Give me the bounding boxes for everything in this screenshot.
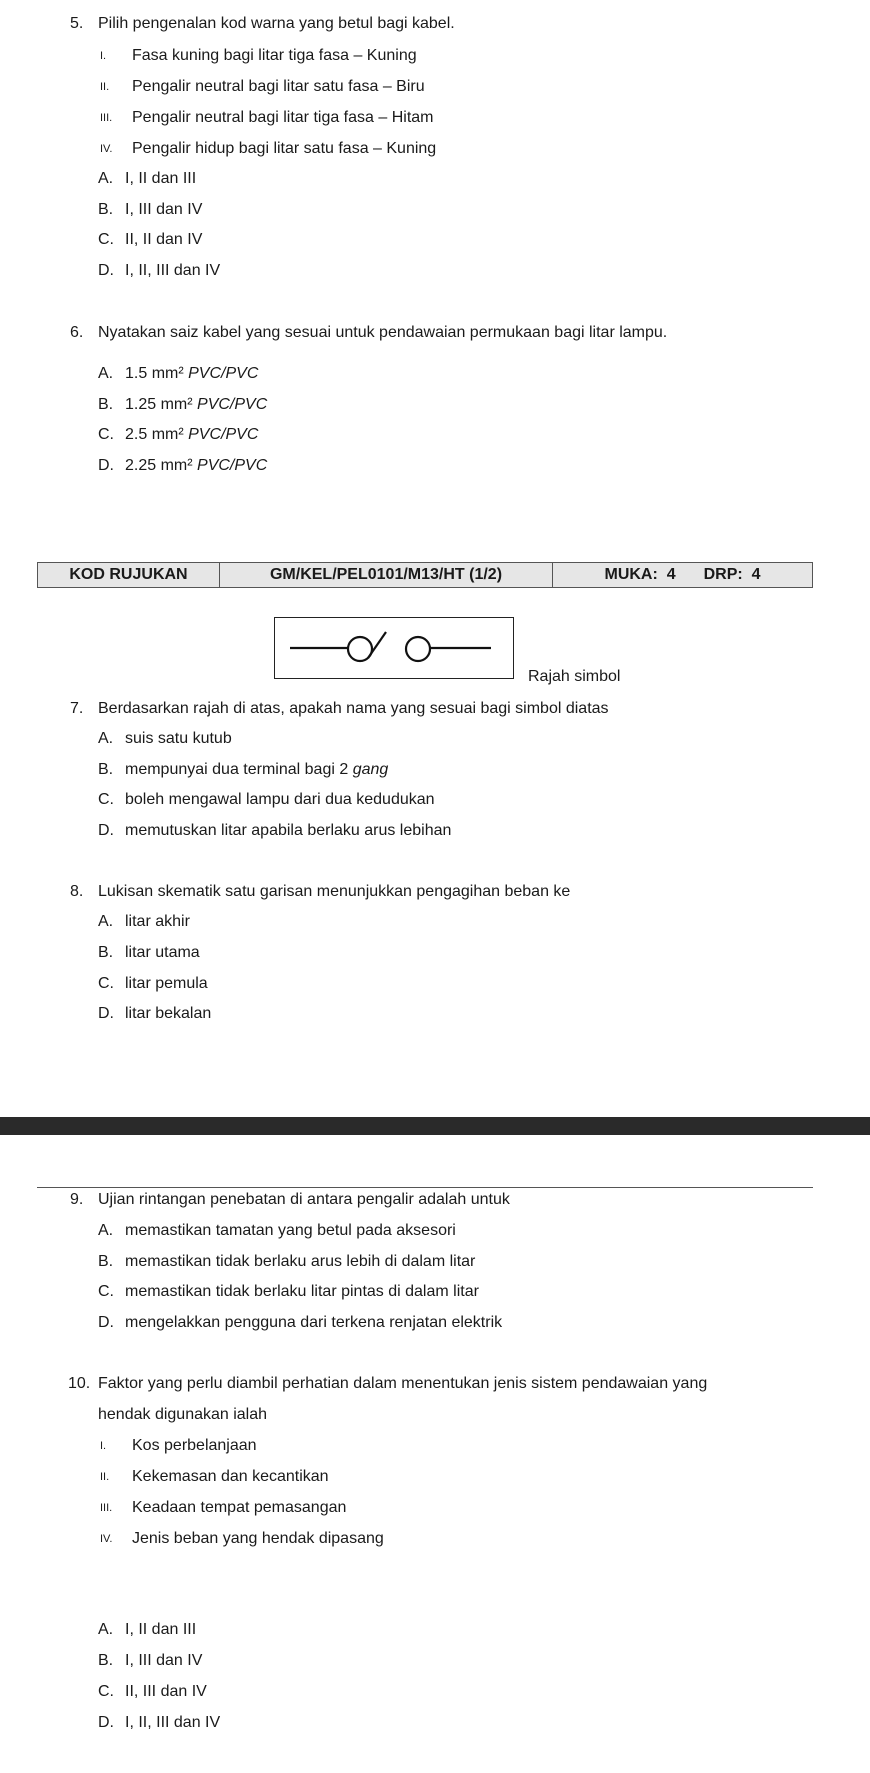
q9-option-c[interactable]: memastikan tidak berlaku litar pintas di dalam litar [125, 1283, 479, 1300]
q7-text: Berdasarkan rajah di atas, apakah nama yang sesuai bagi simbol diatas [98, 700, 609, 717]
q6-option-c[interactable] [125, 425, 258, 445]
reference-code: GM/KEL/PEL0101/M13/HT (1/2) [220, 563, 553, 587]
q5-option-b[interactable]: I, III dan IV [125, 201, 203, 218]
q5-statement-roman: III. [100, 112, 113, 124]
q10-statement: Kekemasan dan kecantikan [132, 1468, 329, 1485]
cable-size: 2.25 mm² [125, 457, 193, 474]
cable-type: PVC/PVC [197, 396, 268, 413]
q8-text: Lukisan skematik satu garisan menunjukkan pengagihan beban ke [98, 883, 571, 900]
q10-option-letter: B. [98, 1652, 114, 1669]
q10-statement-roman: II. [100, 1471, 110, 1483]
q10-statement: Keadaan tempat pemasangan [132, 1499, 347, 1516]
q8-option-d[interactable]: litar bekalan [125, 1005, 212, 1022]
reference-label: KOD RUJUKAN [38, 563, 220, 587]
q10-text-line2: hendak digunakan ialah [98, 1406, 268, 1423]
q6-text: Nyatakan saiz kabel yang sesuai untuk pendawaian permukaan bagi litar lampu. [98, 324, 668, 341]
q7-option-letter: A. [98, 730, 114, 747]
single-pole-switch-icon [275, 618, 513, 678]
q6-option-d[interactable] [125, 456, 267, 476]
q6-option-b[interactable] [125, 395, 267, 415]
q9-number: 9. [70, 1191, 84, 1208]
q5-option-a[interactable]: I, II dan III [125, 170, 197, 187]
q9-option-d[interactable]: mengelakkan pengguna dari terkena renjatan elektrik [125, 1314, 503, 1331]
switch-symbol-figure [274, 617, 514, 679]
cable-size: 2.5 mm² [125, 426, 184, 443]
cable-size: 1.25 mm² [125, 396, 193, 413]
q6-option-letter: D. [98, 457, 114, 474]
q10-statement-roman: I. [100, 1440, 107, 1452]
q5-statement: Pengalir hidup bagi litar satu fasa – Kuning [132, 140, 437, 157]
page-break-bar [0, 1117, 870, 1135]
cable-type: PVC/PVC [197, 457, 268, 474]
q8-number: 8. [70, 883, 84, 900]
q7-option-d[interactable]: memutuskan litar apabila berlaku arus lebihan [125, 822, 452, 839]
drp-number: DRP: 4 [703, 566, 761, 583]
q9-option-letter: B. [98, 1253, 114, 1270]
q5-option-letter: A. [98, 170, 114, 187]
q10-option-d[interactable]: I, II, III dan IV [125, 1714, 221, 1731]
q8-option-letter: A. [98, 913, 114, 930]
q5-statement: Fasa kuning bagi litar tiga fasa – Kuning [132, 47, 417, 64]
q10-option-letter: A. [98, 1621, 114, 1638]
q5-text: Pilih pengenalan kod warna yang betul bagi kabel. [98, 15, 455, 32]
q7-number: 7. [70, 700, 84, 717]
q5-statement-roman: I. [100, 50, 107, 62]
page-number: MUKA: 4 [604, 566, 676, 583]
q7-option-b[interactable] [125, 760, 388, 780]
q5-number: 5. [70, 15, 84, 32]
q7-option-letter: D. [98, 822, 114, 839]
q8-option-letter: D. [98, 1005, 114, 1022]
q7-option-a[interactable]: suis satu kutub [125, 730, 232, 747]
q7-option-c[interactable]: boleh mengawal lampu dari dua kedudukan [125, 791, 435, 808]
q6-option-a[interactable] [125, 364, 258, 384]
cable-type: PVC/PVC [188, 365, 259, 382]
q10-number: 10. [68, 1375, 91, 1392]
q7-option-letter: B. [98, 761, 114, 778]
q10-statement-roman: IV. [100, 1533, 113, 1545]
q10-option-c[interactable]: II, III dan IV [125, 1683, 207, 1700]
q5-option-letter: D. [98, 262, 114, 279]
reference-table [37, 562, 813, 588]
q6-option-letter: A. [98, 365, 114, 382]
q5-statement: Pengalir neutral bagi litar satu fasa – Biru [132, 78, 425, 95]
q8-option-a[interactable]: litar akhir [125, 913, 190, 930]
q10-option-b[interactable]: I, III dan IV [125, 1652, 203, 1669]
q9-option-letter: A. [98, 1222, 114, 1239]
q10-option-a[interactable]: I, II dan III [125, 1621, 197, 1638]
q5-option-letter: B. [98, 201, 114, 218]
q5-option-c[interactable]: II, II dan IV [125, 231, 203, 248]
q6-option-letter: C. [98, 426, 114, 443]
q10-option-letter: D. [98, 1714, 114, 1731]
cable-size: 1.5 mm² [125, 365, 184, 382]
q8-option-letter: B. [98, 944, 114, 961]
cable-type: PVC/PVC [188, 426, 259, 443]
q7-option-letter: C. [98, 791, 114, 808]
q10-statement: Kos perbelanjaan [132, 1437, 257, 1454]
reference-page-cell [553, 563, 812, 587]
q10-statement-roman: III. [100, 1502, 113, 1514]
option-text-italic: gang [352, 761, 389, 778]
q8-option-b[interactable]: litar utama [125, 944, 200, 961]
q9-option-letter: D. [98, 1314, 114, 1331]
q5-option-d[interactable]: I, II, III dan IV [125, 262, 221, 279]
q6-number: 6. [70, 324, 84, 341]
option-text: mempunyai dua terminal bagi 2 [125, 761, 353, 778]
q9-text: Ujian rintangan penebatan di antara pengalir adalah untuk [98, 1191, 510, 1208]
header-rule [37, 1187, 813, 1188]
q5-statement-roman: IV. [100, 143, 113, 155]
q9-option-b[interactable]: memastikan tidak berlaku arus lebih di dalam litar [125, 1253, 476, 1270]
q9-option-a[interactable]: memastikan tamatan yang betul pada aksesori [125, 1222, 456, 1239]
q9-option-letter: C. [98, 1283, 114, 1300]
q8-option-letter: C. [98, 975, 114, 992]
q6-option-letter: B. [98, 396, 114, 413]
q10-option-letter: C. [98, 1683, 114, 1700]
q10-text-line1: Faktor yang perlu diambil perhatian dalam menentukan jenis sistem pendawaian yang [98, 1375, 708, 1392]
q5-option-letter: C. [98, 231, 114, 248]
q5-statement-roman: II. [100, 81, 110, 93]
q10-statement: Jenis beban yang hendak dipasang [132, 1530, 384, 1547]
q5-statement: Pengalir neutral bagi litar tiga fasa – Hitam [132, 109, 434, 126]
q8-option-c[interactable]: litar pemula [125, 975, 208, 992]
symbol-caption: Rajah simbol [528, 668, 621, 685]
